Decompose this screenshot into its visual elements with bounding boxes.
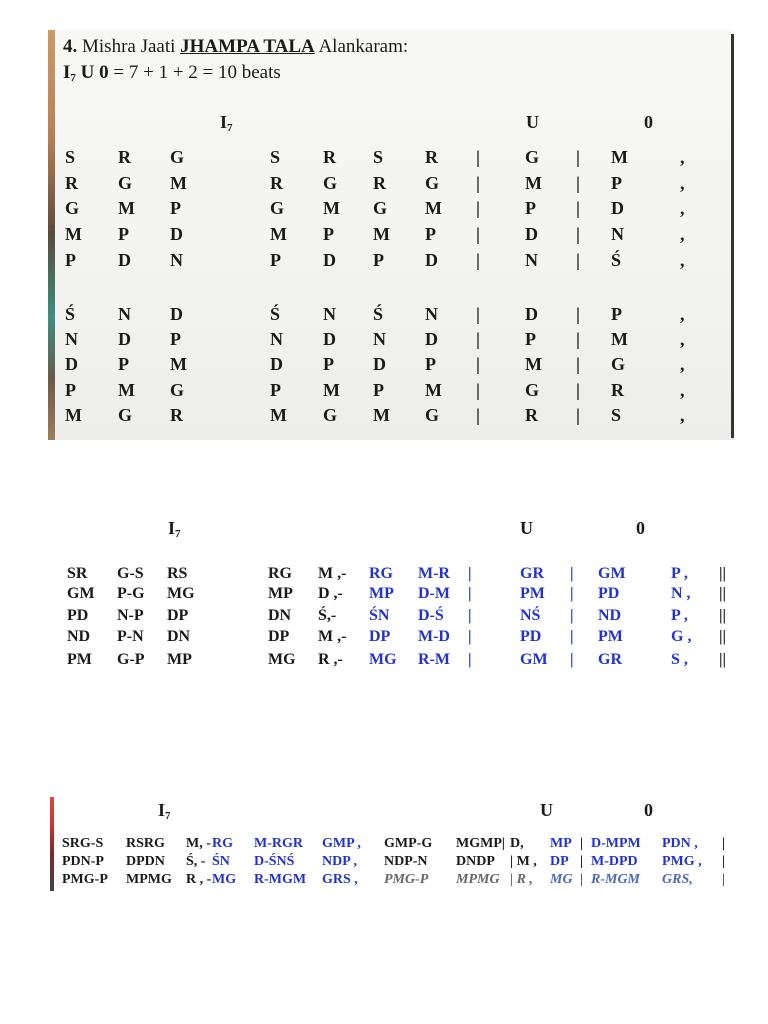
- swara-cell: RG: [268, 565, 292, 582]
- swara-cell: R-M: [418, 651, 450, 668]
- swara-cell: MG: [369, 651, 397, 668]
- beat-divider: |: [468, 607, 472, 624]
- swara-cell: M, -: [186, 836, 211, 851]
- anudrutam-header: U: [526, 112, 539, 132]
- swara-cell: PD: [520, 628, 542, 645]
- rest-mark: ,: [680, 173, 685, 193]
- swara-cell: D: [323, 329, 336, 349]
- beat-divider: |: [476, 354, 480, 374]
- beat-divider: |: [576, 354, 580, 374]
- swara-cell: G ,: [671, 628, 692, 645]
- anudrutam-header: U: [540, 800, 553, 820]
- laghu-header: $I_7$: [220, 112, 233, 134]
- swara-cell: D: [270, 354, 283, 374]
- swara-cell: N: [425, 304, 438, 324]
- swara-cell: Ś, -: [186, 854, 206, 869]
- swara-cell: G: [425, 405, 440, 425]
- beat-divider: |: [570, 628, 574, 645]
- swara-cell: P: [118, 224, 129, 244]
- beat-divider: |: [468, 585, 472, 602]
- laghu-header: $I_7$: [168, 518, 181, 540]
- beat-divider: |: [476, 250, 480, 270]
- swara-cell: P: [65, 250, 76, 270]
- swara-cell: M: [170, 173, 187, 193]
- swara-cell: M: [425, 198, 442, 218]
- drutam-header: 0: [644, 800, 653, 820]
- beat-divider: |: [576, 198, 580, 218]
- beat-divider: |: [580, 854, 584, 869]
- swara-cell: N: [323, 304, 336, 324]
- swara-cell: P: [170, 198, 181, 218]
- swara-cell: P: [118, 354, 129, 374]
- rest-mark: ,: [680, 354, 685, 374]
- swara-cell: N: [525, 250, 538, 270]
- swara-cell: MP: [268, 585, 293, 602]
- rest-mark: ,: [680, 224, 685, 244]
- beat-divider: |: [468, 628, 472, 645]
- swara-cell: P: [525, 198, 536, 218]
- swara-cell: PDN ,: [662, 836, 698, 851]
- swara-cell: ŚN: [369, 607, 390, 624]
- swara-cell: M-RGR: [254, 836, 303, 851]
- swara-cell: RS: [167, 565, 188, 582]
- swara-cell: GMP-G: [384, 836, 433, 851]
- swara-cell: Ś: [373, 304, 384, 324]
- swara-cell: D,: [510, 836, 524, 851]
- swara-cell: Ś: [270, 304, 281, 324]
- beat-divider: |: [570, 651, 574, 668]
- beat-divider: |: [476, 380, 480, 400]
- swara-cell: R: [611, 380, 624, 400]
- swara-cell: DPDN: [126, 854, 165, 869]
- swara-cell: M: [170, 354, 187, 374]
- swara-cell: MGMP|: [456, 836, 505, 851]
- swara-cell: SRG-S: [62, 836, 104, 851]
- swara-cell: R-MGM: [254, 872, 307, 887]
- swara-cell: NDP-N: [384, 854, 428, 869]
- swara-cell: R: [170, 405, 183, 425]
- swara-cell: S ,: [671, 651, 688, 668]
- drutam-header: 0: [636, 518, 645, 538]
- beat-divider: |: [476, 224, 480, 244]
- swara-cell: RSRG: [126, 836, 165, 851]
- swara-cell: M: [525, 173, 542, 193]
- swara-cell: PM: [67, 651, 92, 668]
- swara-cell: D: [373, 354, 386, 374]
- beat-divider: |: [576, 380, 580, 400]
- beat-divider: |: [570, 585, 574, 602]
- swara-cell: S: [373, 147, 384, 167]
- swara-cell: GR: [598, 651, 622, 668]
- swara-cell: R: [323, 147, 336, 167]
- swara-cell: GRS,: [662, 872, 693, 887]
- swara-cell: Ś,-: [318, 607, 337, 624]
- swara-cell: D: [170, 304, 183, 324]
- swara-cell: Ś: [611, 250, 622, 270]
- swara-cell: R: [270, 173, 283, 193]
- swara-cell: R: [425, 147, 438, 167]
- swara-cell: P: [611, 304, 622, 324]
- swara-cell: MP: [167, 651, 192, 668]
- swara-cell: D-M: [418, 585, 450, 602]
- swara-cell: M: [65, 405, 82, 425]
- swara-cell: R ,-: [318, 651, 343, 668]
- swara-cell: GM: [520, 651, 548, 668]
- beat-divider: |: [576, 147, 580, 167]
- swara-cell: G: [611, 354, 626, 374]
- swara-cell: D: [525, 224, 538, 244]
- swara-cell: N: [170, 250, 183, 270]
- beat-divider: |: [580, 872, 583, 887]
- page-edge-left: [50, 797, 54, 891]
- page-edge-left: [48, 30, 55, 440]
- swara-cell: M: [118, 198, 135, 218]
- swara-cell: D-Ś: [418, 607, 444, 624]
- swara-cell: D-MPM: [591, 836, 641, 851]
- swara-cell: P: [373, 380, 384, 400]
- swara-cell: P: [611, 173, 622, 193]
- exercise-title: 4. Mishra Jaati JHAMPA TALA Alankaram:: [63, 36, 409, 57]
- swara-cell: M: [373, 224, 390, 244]
- swara-cell: RG: [212, 836, 233, 851]
- swara-cell: P: [425, 224, 436, 244]
- beat-divider: ||: [719, 585, 727, 602]
- swara-cell: P: [425, 354, 436, 374]
- rest-mark: ,: [680, 147, 685, 167]
- swara-cell: DNDP: [456, 854, 495, 869]
- swara-cell: G: [425, 173, 440, 193]
- swara-cell: P: [323, 354, 334, 374]
- swara-cell: R , -: [186, 872, 212, 887]
- swara-cell: G: [323, 173, 338, 193]
- swara-cell: D: [118, 250, 131, 270]
- swara-cell: M: [323, 198, 340, 218]
- swara-cell: MPMG: [456, 872, 500, 887]
- swara-cell: DP: [167, 607, 189, 624]
- swara-cell: M: [525, 354, 542, 374]
- beat-divider: |: [476, 147, 480, 167]
- swara-cell: N: [611, 224, 624, 244]
- swara-cell: N: [270, 329, 283, 349]
- swara-cell: M-DPD: [591, 854, 638, 869]
- beat-divider: |: [722, 872, 725, 887]
- beat-divider: ||: [719, 607, 727, 624]
- swara-cell: S: [270, 147, 281, 167]
- swara-cell: R: [65, 173, 78, 193]
- swara-cell: GM: [598, 565, 626, 582]
- swara-cell: MP: [369, 585, 394, 602]
- rest-mark: ,: [680, 380, 685, 400]
- swara-cell: R: [118, 147, 131, 167]
- swara-cell: G: [170, 380, 185, 400]
- swara-cell: N: [118, 304, 131, 324]
- swara-cell: P-N: [117, 628, 144, 645]
- rest-mark: ,: [680, 329, 685, 349]
- swara-cell: N-P: [117, 607, 144, 624]
- swara-cell: RG: [369, 565, 393, 582]
- swara-cell: G: [323, 405, 338, 425]
- swara-cell: G: [118, 405, 133, 425]
- beat-divider: |: [468, 651, 472, 668]
- beat-divider: ||: [719, 651, 727, 668]
- rest-mark: ,: [680, 250, 685, 270]
- swara-cell: R: [373, 173, 386, 193]
- swara-cell: ND: [67, 628, 91, 645]
- swara-cell: PMG-P: [62, 872, 108, 887]
- beat-divider: ||: [719, 565, 727, 582]
- beat-divider: |: [570, 607, 574, 624]
- swara-cell: M-R: [418, 565, 450, 582]
- swara-cell: DN: [268, 607, 292, 624]
- swara-cell: P: [525, 329, 536, 349]
- beat-divider: |: [576, 224, 580, 244]
- beat-divider: |: [476, 304, 480, 324]
- swara-cell: D ,-: [318, 585, 343, 602]
- swara-cell: G: [525, 147, 540, 167]
- swara-cell: M: [270, 224, 287, 244]
- swara-cell: M: [65, 224, 82, 244]
- beat-divider: ||: [719, 628, 727, 645]
- swara-cell: NŚ: [520, 607, 541, 624]
- swara-cell: PM: [520, 585, 545, 602]
- rest-mark: ,: [680, 304, 685, 324]
- swara-cell: P-G: [117, 585, 145, 602]
- swara-cell: GM: [67, 585, 95, 602]
- swara-cell: Ś: [65, 304, 76, 324]
- swara-cell: P: [170, 329, 181, 349]
- swara-cell: MG: [268, 651, 296, 668]
- swara-cell: S: [611, 405, 622, 425]
- swara-cell: P ,: [671, 565, 688, 582]
- swara-cell: D: [323, 250, 336, 270]
- swara-cell: GR: [520, 565, 544, 582]
- beat-divider: |: [570, 565, 574, 582]
- swara-cell: GMP ,: [322, 836, 361, 851]
- swara-cell: D: [425, 250, 438, 270]
- swara-cell: DN: [167, 628, 191, 645]
- beat-divider: |: [576, 250, 580, 270]
- swara-cell: P: [65, 380, 76, 400]
- beat-divider: |: [468, 565, 472, 582]
- swara-cell: PD: [67, 607, 89, 624]
- beat-divider: |: [476, 405, 480, 425]
- beat-divider: |: [476, 329, 480, 349]
- swara-cell: GRS ,: [322, 872, 358, 887]
- beat-divider: |: [576, 329, 580, 349]
- swara-cell: P: [373, 250, 384, 270]
- swara-cell: N: [65, 329, 78, 349]
- swara-cell: M ,-: [318, 628, 347, 645]
- swara-cell: G-P: [117, 651, 145, 668]
- swara-cell: M: [118, 380, 135, 400]
- swara-cell: D: [611, 198, 624, 218]
- swara-cell: S: [65, 147, 76, 167]
- swara-cell: P ,: [671, 607, 688, 624]
- rest-mark: ,: [680, 405, 685, 425]
- swara-cell: G: [525, 380, 540, 400]
- swara-cell: DP: [268, 628, 290, 645]
- anudrutam-header: U: [520, 518, 533, 538]
- swara-cell: D: [65, 354, 78, 374]
- swara-cell: R-MGM: [591, 872, 641, 887]
- swara-cell: D: [118, 329, 131, 349]
- swara-cell: M: [425, 380, 442, 400]
- swara-cell: MP: [550, 836, 572, 851]
- swara-cell: P: [270, 250, 281, 270]
- swara-cell: PDN-P: [62, 854, 104, 869]
- swara-cell: M: [611, 147, 628, 167]
- swara-cell: MG: [167, 585, 195, 602]
- swara-cell: PM: [598, 628, 623, 645]
- swara-cell: P: [270, 380, 281, 400]
- beat-divider: |: [722, 836, 726, 851]
- swara-cell: M ,-: [318, 565, 347, 582]
- swara-cell: D: [525, 304, 538, 324]
- scanned-alankaram-table: [48, 30, 734, 440]
- beat-divider: |: [476, 173, 480, 193]
- beat-divider: |: [476, 198, 480, 218]
- swara-cell: M: [323, 380, 340, 400]
- rest-mark: ,: [680, 198, 685, 218]
- swara-cell: PMG ,: [662, 854, 702, 869]
- swara-cell: D: [170, 224, 183, 244]
- swara-cell: DP: [550, 854, 569, 869]
- swara-cell: PMG-P: [384, 872, 429, 887]
- swara-cell: N ,: [671, 585, 691, 602]
- swara-cell: D: [425, 329, 438, 349]
- swara-cell: G-S: [117, 565, 144, 582]
- beat-divider: |: [576, 304, 580, 324]
- swara-cell: G: [170, 147, 185, 167]
- swara-cell: M: [611, 329, 628, 349]
- page-edge-right: [731, 34, 734, 438]
- swara-cell: M: [373, 405, 390, 425]
- swara-cell: DP: [369, 628, 391, 645]
- swara-cell: PD: [598, 585, 620, 602]
- swara-cell: G: [118, 173, 133, 193]
- swara-cell: | M ,: [510, 854, 537, 869]
- swara-cell: ND: [598, 607, 622, 624]
- swara-cell: SR: [67, 565, 88, 582]
- swara-cell: D-ŚNŚ: [254, 854, 295, 869]
- beat-formula: $I_7$ U 0 = 7 + 1 + 2 = 10 beats: [63, 62, 281, 84]
- swara-cell: MG: [212, 872, 237, 887]
- drutam-header: 0: [644, 112, 653, 132]
- swara-cell: M: [270, 405, 287, 425]
- swara-cell: N: [373, 329, 386, 349]
- swara-cell: MG: [550, 872, 573, 887]
- swara-cell: P: [323, 224, 334, 244]
- swara-cell: G: [65, 198, 80, 218]
- swara-cell: G: [373, 198, 388, 218]
- laghu-header: $I_7$: [158, 800, 171, 822]
- swara-cell: G: [270, 198, 285, 218]
- beat-divider: |: [580, 836, 584, 851]
- beat-divider: |: [576, 173, 580, 193]
- swara-cell: | R ,: [510, 872, 533, 887]
- beat-divider: |: [576, 405, 580, 425]
- beat-divider: |: [722, 854, 726, 869]
- swara-cell: ŚN: [212, 854, 230, 869]
- swara-cell: M-D: [418, 628, 450, 645]
- swara-cell: R: [525, 405, 538, 425]
- swara-cell: NDP ,: [322, 854, 357, 869]
- swara-cell: MPMG: [126, 872, 172, 887]
